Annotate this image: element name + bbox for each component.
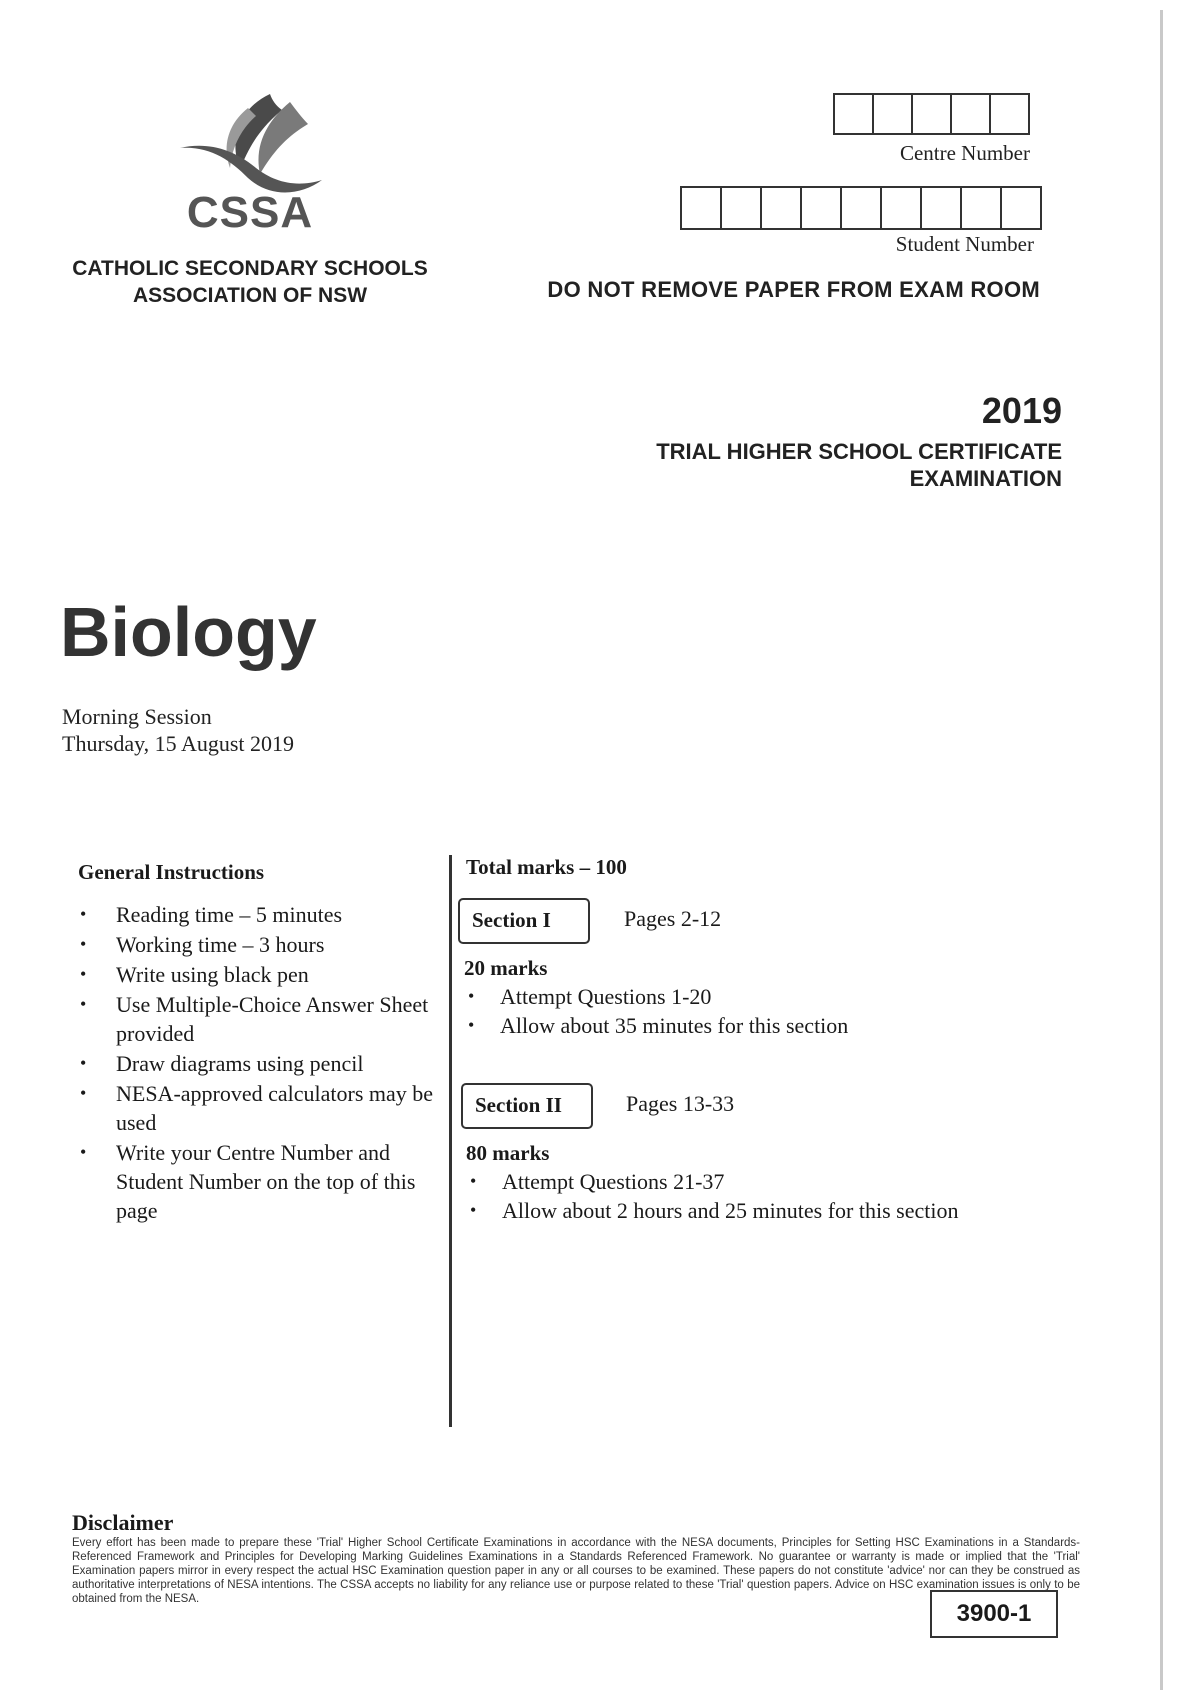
session-name: Morning Session [62, 704, 212, 729]
student-number-digit-box[interactable] [920, 186, 960, 230]
disclaimer-text: Every effort has been made to prepare these 'Trial' Higher School Certificate Examinations in accordance with the NESA documents, Principles for Setting HSC Examinations in a Standards-Referenced Framework and Principles for Developing Marking Guidelines Examinations in a Standards Referenced Framework. No guarantee or warranty is made or implied that the 'Trial' Examination papers mirror in every respect the actual HSC Examination question paper in any or all courses to be examined. These papers do not constitute 'advice' nor can they be construed as authoritative interpretations of NESA intentions. The CSSA accepts no liability for any reliance use or purpose related to these 'Trial' question papers. Advice on HSC examination issues is only to be obtained from the NESA. [72, 1537, 1080, 1605]
student-number-digit-box[interactable] [760, 186, 800, 230]
student-number-digit-box[interactable] [960, 186, 1000, 230]
organisation-name [40, 255, 460, 309]
section-1-item: • Allow about 35 minutes for this section [464, 1011, 1024, 1040]
student-number-digit-box[interactable] [1000, 186, 1042, 230]
student-number-digit-box[interactable] [880, 186, 920, 230]
exam-year: 2019 [981, 390, 1062, 431]
centre-number-digit-box[interactable] [911, 93, 950, 135]
exam-title-line-2: EXAMINATION [909, 466, 1062, 491]
organisation-line-1: CATHOLIC SECONDARY SCHOOLS [72, 257, 428, 280]
centre-number-digit-box[interactable] [989, 93, 1030, 135]
centre-number-digit-box[interactable] [872, 93, 911, 135]
session-info [62, 703, 294, 757]
student-number-label: Student Number [895, 232, 1034, 256]
instruction-item: • Draw diagrams using pencil [78, 1049, 450, 1078]
organisation-line-2: ASSOCIATION OF NSW [132, 284, 368, 307]
centre-number-label: Centre Number [899, 141, 1030, 165]
exam-title [560, 438, 1062, 492]
section-2-pages: Pages 13-33 [626, 1091, 735, 1116]
student-number-digit-box[interactable] [800, 186, 840, 230]
instruction-item: • Working time – 3 hours [78, 930, 450, 959]
general-instructions-heading: General Instructions [78, 860, 265, 884]
exam-date: Thursday, 15 August 2019 [62, 731, 295, 756]
section-1-label: Section I [458, 898, 590, 944]
scan-edge-line [1160, 10, 1163, 1690]
centre-number-boxes[interactable] [833, 93, 1030, 135]
instruction-item: • Write your Centre Number and Student Number on the top of this page [78, 1138, 450, 1225]
subject-title: Biology [60, 593, 317, 671]
total-marks: Total marks – 100 [466, 855, 627, 879]
instruction-item: • NESA-approved calculators may be used [78, 1079, 450, 1137]
student-number-digit-box[interactable] [840, 186, 880, 230]
disclaimer-heading: Disclaimer [72, 1510, 174, 1535]
column-divider [449, 855, 452, 1427]
section-2-list [466, 1167, 1046, 1225]
paper-code: 3900-1 [930, 1590, 1058, 1638]
logo-text: CSSA [186, 188, 314, 237]
section-2-item: • Attempt Questions 21-37 [466, 1167, 1046, 1196]
instruction-item: • Reading time – 5 minutes [78, 900, 450, 929]
exam-room-notice: DO NOT REMOVE PAPER FROM EXAM ROOM [547, 277, 1040, 302]
section-1-marks: 20 marks [464, 956, 548, 980]
section-2-marks: 80 marks [466, 1141, 550, 1165]
section-2-label: Section II [461, 1083, 593, 1129]
section-1-item: • Attempt Questions 1-20 [464, 982, 1024, 1011]
student-number-digit-box[interactable] [720, 186, 760, 230]
section-1-list [464, 982, 1024, 1040]
general-instructions-list [78, 900, 450, 1226]
section-1-pages: Pages 2-12 [624, 906, 722, 931]
exam-title-line-1: TRIAL HIGHER SCHOOL CERTIFICATE [656, 439, 1062, 464]
instruction-item: • Use Multiple-Choice Answer Sheet provided [78, 990, 450, 1048]
centre-number-digit-box[interactable] [833, 93, 872, 135]
student-number-digit-box[interactable] [680, 186, 720, 230]
section-2-item: • Allow about 2 hours and 25 minutes for this section [466, 1196, 1046, 1225]
centre-number-digit-box[interactable] [950, 93, 989, 135]
instruction-item: • Write using black pen [78, 960, 450, 989]
student-number-boxes[interactable] [680, 186, 1042, 230]
